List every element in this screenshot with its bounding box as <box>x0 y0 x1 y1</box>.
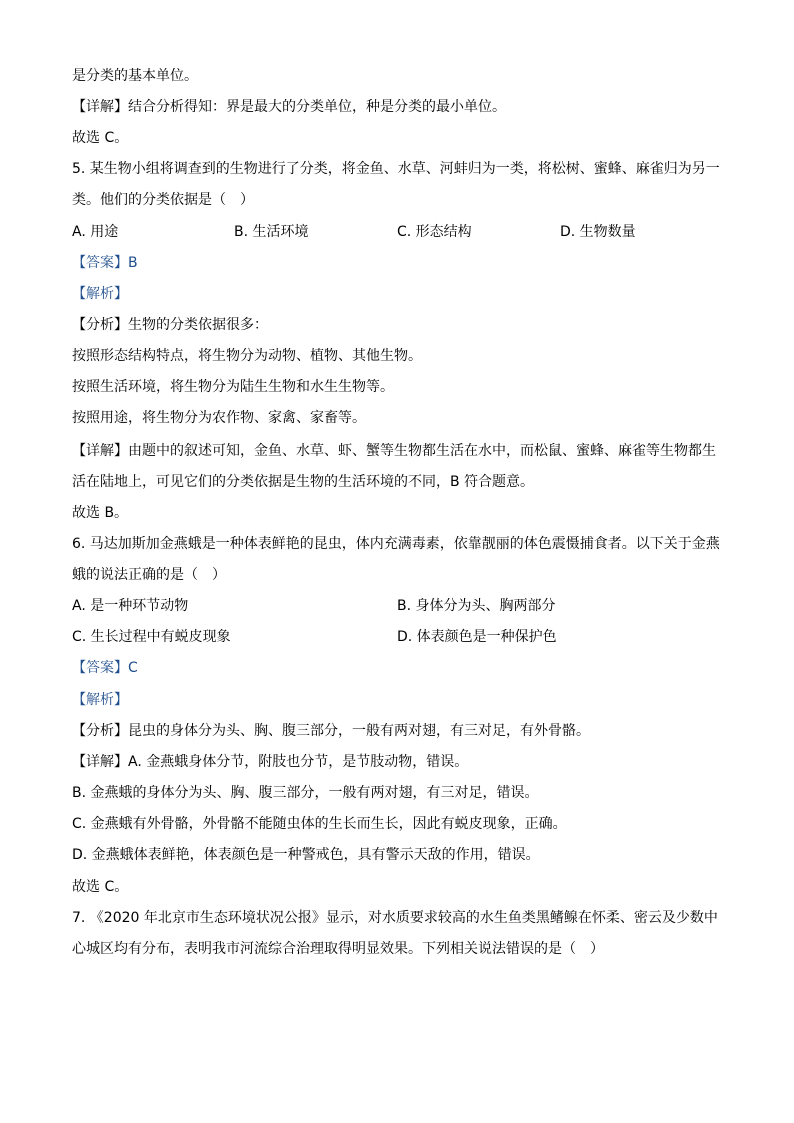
question-6-stem: 6. 马达加斯加金燕蛾是一种体表鲜艳的昆虫，体内充满毒素，依靠靓丽的体色震慑捕食者。以下关于金燕 <box>72 536 720 552</box>
question-6-detail-b: B. 金燕蛾的身体分为头、胸、腹三部分，一般有两对翅，有三对足，错误。 <box>72 785 539 801</box>
question-5-analysis-heading: 【解析】 <box>72 286 128 302</box>
question-6-option-c: C. 生长过程中有蜕皮现象 <box>72 629 231 645</box>
text-line: 按照形态结构特点，将生物分为动物、植物、其他生物。 <box>72 348 422 364</box>
question-5-stem: 5. 某生物小组将调查到的生物进行了分类，将金鱼、水草、河蚌归为一类，将松树、蜜蜂、麻雀归为另一 <box>72 161 720 177</box>
question-5-option-c: C. 形态结构 <box>397 224 472 240</box>
question-5-detail: 活在陆地上，可见它们的分类依据是生物的生活环境的不同，B 符合题意。 <box>72 474 535 490</box>
question-7-stem: 心城区均有分布，表明我市河流综合治理取得明显效果。下列相关说法错误的是（ ） <box>72 941 604 957</box>
question-6-detail-a: 【详解】A. 金燕蛾身体分节，附肢也分节，是节肢动物，错误。 <box>72 754 469 770</box>
question-6-analysis: 【分析】昆虫的身体分为头、胸、腹三部分，一般有两对翅，有三对足，有外骨骼。 <box>72 723 590 739</box>
question-6-option-a: A. 是一种环节动物 <box>72 598 189 614</box>
question-6-answer: 【答案】C <box>72 660 138 676</box>
question-5-analysis: 【分析】生物的分类依据很多： <box>72 317 268 333</box>
choice-conclusion: 故选 C。 <box>72 879 129 895</box>
choice-conclusion: 故选 C。 <box>72 130 129 146</box>
question-6-option-b: B. 身体分为头、胸两部分 <box>397 598 556 614</box>
question-5-answer: 【答案】B <box>72 255 138 271</box>
question-5-stem: 类。他们的分类依据是（ ） <box>72 192 254 208</box>
question-6-analysis-heading: 【解析】 <box>72 692 128 708</box>
question-6-stem: 蛾的说法正确的是（ ） <box>72 567 226 583</box>
question-7-stem: 7. 《2020 年北京市生态环境状况公报》显示，对水质要求较高的水生鱼类黑鳍鳈在怀柔、密云及少数中 <box>72 910 718 926</box>
text-line: 按照用途，将生物分为农作物、家禽、家畜等。 <box>72 410 366 426</box>
text-line: 按照生活环境，将生物分为陆生生物和水生生物等。 <box>72 379 394 395</box>
question-6-detail-d: D. 金燕蛾体表鲜艳，体表颜色是一种警戒色，具有警示天敌的作用，错误。 <box>72 847 540 863</box>
question-5-detail: 【详解】由题中的叙述可知，金鱼、水草、虾、蟹等生物都生活在水中，而松鼠、蜜蜂、麻雀等生物都生 <box>72 443 716 459</box>
question-5-option-b: B. 生活环境 <box>234 224 309 240</box>
question-5-option-d: D. 生物数量 <box>560 224 636 240</box>
question-6-detail-c: C. 金燕蛾有外骨骼，外骨骼不能随虫体的生长而生长，因此有蜕皮现象，正确。 <box>72 816 567 832</box>
explanation-detail: 【详解】结合分析得知：界是最大的分类单位，种是分类的最小单位。 <box>72 99 506 115</box>
choice-conclusion: 故选 B。 <box>72 505 129 521</box>
text-line: 是分类的基本单位。 <box>72 68 198 84</box>
question-5-option-a: A. 用途 <box>72 224 119 240</box>
question-6-option-d: D. 体表颜色是一种保护色 <box>397 629 557 645</box>
